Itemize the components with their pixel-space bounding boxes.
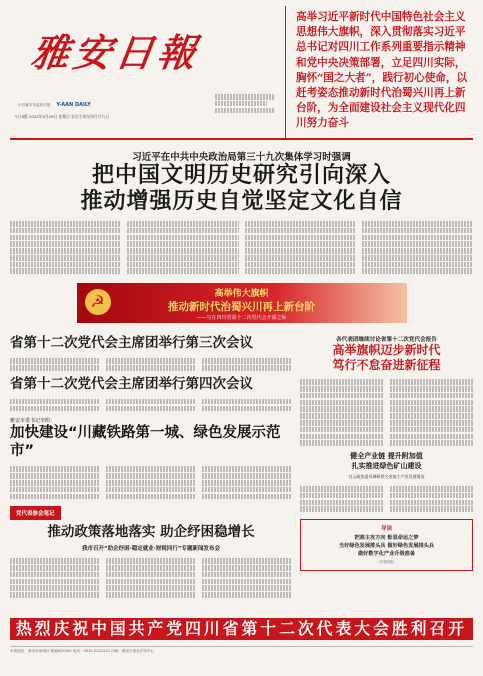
banner-line-1: 高举伟大旗帜 (214, 289, 269, 300)
banner-line-2: 推动新时代治蜀兴川再上新台阶 (168, 301, 315, 314)
story-4-headline: 推动政策落地落实 助企纾困稳增长 (47, 524, 255, 541)
party-emblem-icon: ☭ (85, 289, 111, 315)
right-mid-headline-1: 健全产业链 提升附加值 (350, 452, 423, 461)
lower-section (10, 331, 473, 599)
guide-note: （详见2版） (376, 560, 397, 565)
masthead-left (10, 6, 215, 138)
guide-item-2[interactable]: 当好绿色发展排头兵 做好绿色发展排头兵 (338, 543, 435, 550)
story-4-subhead: 我市召开“助企纾困·稳定就业·财税同行”专题新闻发布会 (82, 546, 220, 553)
guide-title: 导读 (380, 526, 392, 533)
guide-item-3[interactable]: 做好数字化产业升级准备 (357, 551, 416, 558)
newspaper-logo: 雅安日報 (28, 30, 203, 75)
slogan-block (285, 6, 473, 138)
org-text: 中共雅安市委机关报 (18, 103, 51, 107)
story-3-headline: 加快建设“川藏铁路第一城、绿色发展示范市” (10, 425, 281, 460)
notes-tag: 党代表参会笔记 (10, 506, 61, 520)
right-headline-2: 笃行不怠奋进新征程 (332, 358, 441, 373)
lead-headline-2: 推动增强历史自觉坚定文化自信 (80, 189, 403, 214)
footer-info: 本报地址：雅安市雨城区 邮编625000 电话：0835-2222222 印刷：雅安日报社印务中心 (10, 646, 473, 654)
story-1-headline: 省第十二次党代会主席团举行第三次会议 (10, 335, 253, 352)
issue-line: 今日8版 2022年5月29日 星期日 农历壬寅年四月廿九日 (14, 114, 110, 119)
masthead (10, 6, 473, 140)
masthead-mid (215, 6, 285, 138)
right-headline-1: 高举旗帜迈步新时代 (332, 343, 441, 358)
guide-box (300, 519, 473, 571)
lower-left-column (10, 331, 292, 599)
brand-en: Y-AAN DAILY (56, 102, 91, 108)
right-mid-subhead: 白云政协委员调研铁合金加工产业发展情况 (348, 474, 425, 480)
lead-kicker: 习近平在中共中央政治局第三十九次集体学习时强调 (132, 152, 351, 163)
guide-item-1[interactable]: 把准主攻方向 彰显命运之梦 (354, 535, 419, 542)
lead-body (10, 221, 473, 275)
lead-headline-1: 把中国文明历史研究引向深入 (91, 163, 391, 188)
story-2-headline: 省第十二次党代会主席团举行第四次会议 (10, 375, 253, 392)
banner-line-3: ——写在四川省第十二次党代会开幕之际 (196, 315, 287, 322)
slogan-text: 高举习近平新时代中国特色社会主义思想伟大旗帜，深入贯彻落实习近平总书记对四川工作系列重要指示精神和党中央决策部署，立足四川实际，胸怀“国之大者”，践行初心使命，以赶考姿态推动新时代治蜀兴川再上新台阶，为全面建设社会主义现代化四川努力奋斗 (296, 11, 468, 130)
lower-right-column (300, 331, 473, 599)
right-kicker: 各代表团继续讨论省第十二次党代会报告 (336, 337, 437, 344)
story-3-kicker: 雅安市委书记李酌： (10, 418, 56, 425)
right-mid-headline-2: 扎实推进绿色矿山建设 (351, 462, 422, 471)
logo-subinfo (18, 103, 215, 108)
footer-banner: 热烈庆祝中国共产党四川省第十二次代表大会胜利召开 (10, 618, 473, 640)
celebration-banner (77, 283, 407, 323)
